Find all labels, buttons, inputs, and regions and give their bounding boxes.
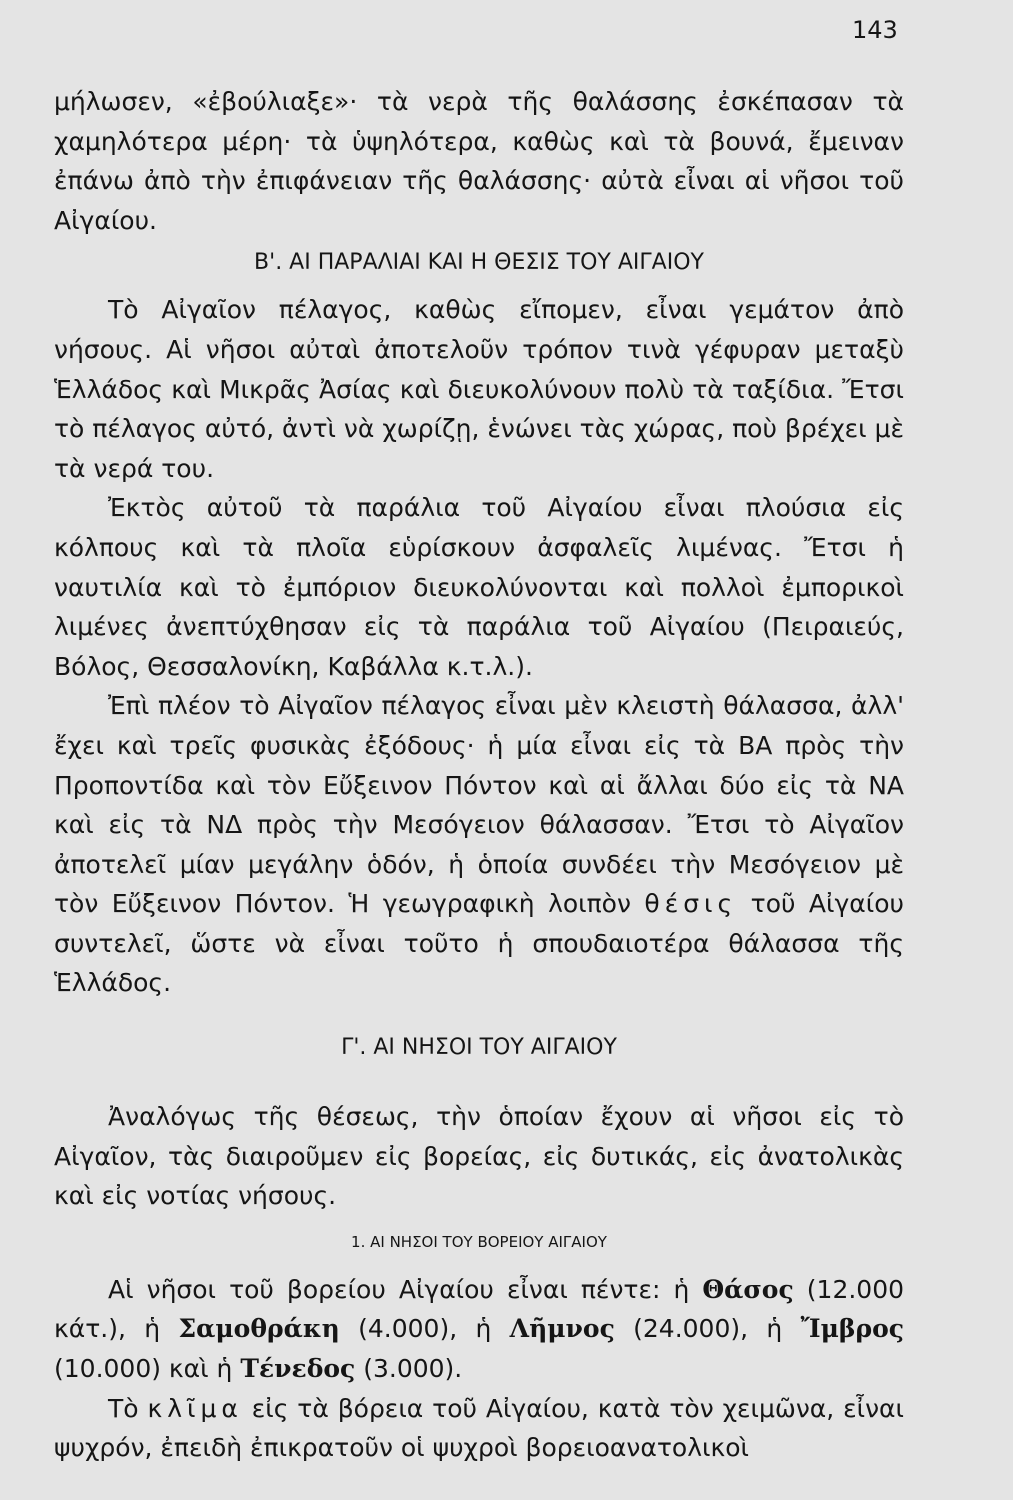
island-limnos: Λῆμνος bbox=[509, 1314, 615, 1344]
body-text bbox=[54, 82, 904, 1468]
paragraph-6 bbox=[54, 1270, 904, 1389]
island-tenedos: Τένεδος bbox=[240, 1354, 356, 1384]
spacer bbox=[54, 1003, 904, 1025]
page-number: 143 bbox=[852, 16, 898, 44]
islands-intro: Αἱ νῆσοι τοῦ βορείου Αἰγαίου εἶναι πέντε: ἡ bbox=[108, 1274, 690, 1304]
paragraph-7 bbox=[54, 1389, 904, 1468]
paragraph-4 bbox=[54, 686, 904, 1003]
emphasis-klima: κλῖμα bbox=[147, 1393, 243, 1423]
paragraph-4-text-c: τοῦ Αἰγαίου συντελεῖ, ὥστε νὰ εἶναι τοῦτο ἡ σπουδαιοτέρα θάλασσα τῆς Ἑλλάδος. bbox=[54, 889, 904, 998]
paragraph-5: Ἀναλόγως τῆς θέσεως, τὴν ὁποίαν ἔχουν αἱ νῆσοι εἰς τὸ Αἰγαῖον, τὰς διαιροῦμεν εἰς βορείας, εἰς δυτικάς, εἰς ἀνατολικὰς καὶ εἰς νοτίας νήσους. bbox=[54, 1102, 904, 1211]
paragraph-7-text-c: εἰς τὰ βόρεια τοῦ Αἰγαίου, κατὰ τὸν χειμῶνα, εἶναι ψυχρόν, ἐπειδὴ ἐπικρατοῦν οἱ ψυχροὶ βορειοανατολικοὶ bbox=[54, 1393, 904, 1463]
island-thasos-pop: (12.000 κάτ.), ἡ bbox=[54, 1274, 905, 1344]
island-imvros: Ἴμβρος bbox=[800, 1314, 904, 1344]
subsection-heading-1: 1. ΑΙ ΝΗΣΟΙ ΤΟΥ ΒΟΡΕΙΟΥ ΑΙΓΑΙΟΥ bbox=[351, 1232, 607, 1251]
paragraph-7-text-a: Τὸ bbox=[108, 1393, 139, 1423]
island-tenedos-pop: (3.000). bbox=[363, 1354, 463, 1384]
section-heading-c: Γ'. ΑΙ ΝΗΣΟΙ ΤΟΥ ΑΙΓΑΙΟΥ bbox=[341, 1035, 617, 1061]
paragraph-3: Ἐκτὸς αὐτοῦ τὰ παράλια τοῦ Αἰγαίου εἶναι πλούσια εἰς κόλπους καὶ τὰ πλοῖα εὑρίσκουν ἀσφαλεῖς λιμένας. Ἔτσι ἡ ναυτιλία καὶ τὸ ἐμπόριον διευκολύνονται καὶ πολλοὶ ἐμπορικοὶ λιμένες ἀνεπτύχθησαν εἰς τὰ παράλια τοῦ Αἰγαίου (Πειραιεύς, Βόλος, Θεσσαλονίκη, Καβάλλα κ.τ.λ.). bbox=[54, 493, 904, 681]
paragraph-4-text-a: Ἐπὶ πλέον τὸ Αἰγαῖον πέλαγος εἶναι μὲν κλειστὴ θάλασσα, ἀλλ' ἔχει καὶ τρεῖς φυσικὰς ἐξόδους· ἡ μία εἶναι εἰς τὰ ΒΑ πρὸς τὴν Προποντίδα καὶ τὸν Εὔξεινον Πόντον καὶ αἱ ἄλλαι δύο εἰς τὰ ΝΑ καὶ εἰς τὰ ΝΔ πρὸς τὴν Μεσόγειον θάλασσαν. Ἔτσι τὸ Αἰγαῖον ἀποτελεῖ μίαν μεγάλην ὁδόν, ἡ ὁποία συνδέει τὴν Μεσόγειον μὲ τὸν Εὔξεινον Πόντον. Ἡ γεωγραφικὴ λοιπὸν bbox=[54, 691, 904, 919]
section-heading-b: Β'. ΑΙ ΠΑΡΑΛΙΑΙ ΚΑΙ Η ΘΕΣΙΣ ΤΟΥ ΑΙΓΑΙΟΥ bbox=[254, 250, 704, 276]
spacer bbox=[54, 1075, 904, 1097]
emphasis-thesis: θέσις bbox=[644, 889, 738, 919]
island-thasos: Θάσος bbox=[702, 1274, 794, 1304]
island-samothraki-pop: (4.000), ἡ bbox=[358, 1314, 492, 1344]
paragraph-1: μήλωσεν, «ἐβούλιαξε»· τὰ νερὰ τῆς θαλάσσης ἐσκέπασαν τὰ χαμηλότερα μέρη· τὰ ὑψηλότερα, καθὼς καὶ τὰ βουνά, ἔμειναν ἐπάνω ἀπὸ τὴν ἐπιφάνειαν τῆς θαλάσσης· αὐτὰ εἶναι αἱ νῆσοι τοῦ Αἰγαίου. bbox=[54, 87, 904, 235]
island-limnos-pop: (24.000), ἡ bbox=[633, 1314, 783, 1344]
island-samothraki: Σαμοθράκη bbox=[178, 1314, 340, 1344]
paragraph-2: Τὸ Αἰγαῖον πέλαγος, καθὼς εἴπομεν, εἶναι γεμάτον ἀπὸ νήσους. Αἱ νῆσοι αὐταὶ ἀποτελοῦν τρόπον τινὰ γέφυραν μεταξὺ Ἑλλάδος καὶ Μικρᾶς Ἀσίας καὶ διευκολύνουν πολὺ τὰ ταξίδια. Ἔτσι τὸ πέλαγος αὐτό, ἀντὶ νὰ χωρίζῃ, ἑνώνει τὰς χώρας, ποὺ βρέχει μὲ τὰ νερά του. bbox=[54, 295, 904, 483]
island-imvros-pop: (10.000) καὶ ἡ bbox=[54, 1354, 233, 1384]
